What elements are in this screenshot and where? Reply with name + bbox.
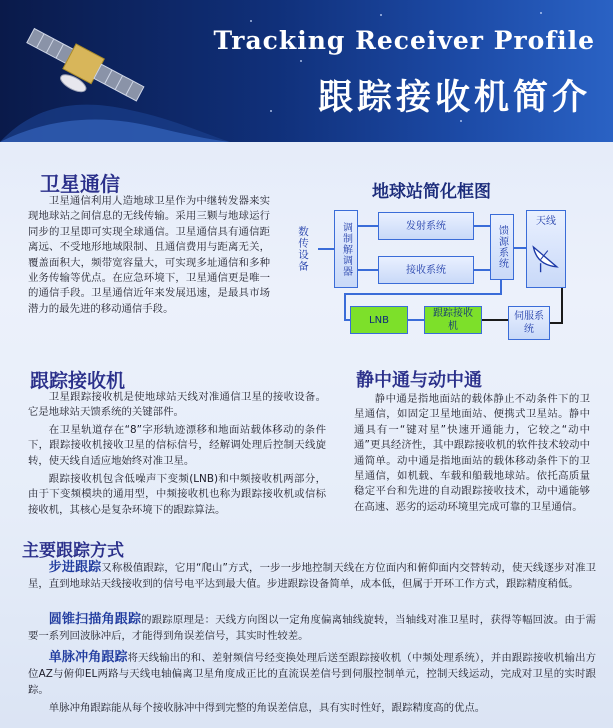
diagram-box-modem: 调制解调器 <box>334 210 358 288</box>
method-cone-name: 圆锥扫描角跟踪 <box>48 612 142 627</box>
tracking-receiver-p2: 在卫星轨道存在“8”字形轨迹漂移和地面站载体移动的条件下，跟踪接收机接收卫星的信标信号，经解调处理后控制天线旋转，使天线自适应地始终对准卫星。 <box>28 424 326 467</box>
method-monopulse-note: 单脉冲角跟踪能从每个接收脉冲中得到完整的角误差信息，具有实时性好，跟踪精度高的优点。 <box>48 702 486 714</box>
diagram-box-lnb: LNB <box>350 306 408 334</box>
diagram-box-tracker: 跟踪接收机 <box>424 306 482 334</box>
method-step <box>28 560 596 592</box>
method-step-name: 步进跟踪 <box>48 560 102 575</box>
diagram-title: 地球站简化框图 <box>372 182 491 202</box>
satellite-illustration <box>0 0 230 142</box>
static-mobile-body: 静中通是指地面站的载体静止不动条件下的卫星通信，如固定卫星地面站、便携式卫星站。静中通具有一“键对星”快速开通能力，它较之“动中通”更具经济性，其中跟踪接收机的软件技术较动中通简单。动中通是指地面站的载体移动条件下的卫星通信，如机载、车载和船载地球站。依托高质量稳定平台和先进的自动跟踪接收技术，动中通能够在高速、恶劣的运动环境里完成可靠的卫星通信。 <box>354 393 590 513</box>
diagram-box-feed: 馈源系统 <box>490 214 514 280</box>
method-step-body: 又称极值跟踪，它用“爬山”方式，一步一步地控制天线在方位面内和俯仰面内交替转动，使天线逐步对准卫星，直到地球站天线接收到的信号电平达到最大值。步进跟踪设备简单，成本低，但属于开环工作方式，跟踪精度稍低。 <box>28 562 596 590</box>
section-title-tracking-receiver: 跟踪接收机 <box>30 370 126 392</box>
diagram-box-servo: 伺服系统 <box>508 306 550 340</box>
diagram-box-receiver: 接收系统 <box>378 256 474 284</box>
diagram-label-digital-io: 数传设备 <box>297 226 309 272</box>
section-title-satcom: 卫星通信 <box>40 172 120 196</box>
method-monopulse-name: 单脉冲角跟踪 <box>48 650 128 665</box>
title-english: Tracking Receiver Profile <box>213 26 595 55</box>
diagram-label-antenna: 天线 <box>536 216 556 227</box>
method-cone-body: 的跟踪原理是：天线方向图以一定角度偏离轴线旋转，当轴线对准卫星时，获得等幅回波。由于需要一系列回波脉冲后，才能得到角误差信号，其实时性较差。 <box>28 614 596 642</box>
dish-icon <box>528 238 564 274</box>
method-monopulse-body: 将天线输出的和、差射频信号经变换处理后送至跟踪接收机（中频处理系统），并由跟踪接收机输出方位AZ与俯仰EL两路与天线电轴偏离卫星角度成正比的直流误差信号到伺服控制单元，控制天线运动，完成对卫星的实时跟踪。 <box>28 652 596 696</box>
section-title-methods: 主要跟踪方式 <box>22 541 124 561</box>
method-cone <box>28 612 596 644</box>
title-chinese: 跟踪接收机简介 <box>317 78 591 118</box>
satcom-body: 卫星通信利用人造地球卫星作为中继转发器来实现地球站之间信息的无线传输。采用三颗与地球运行同步的卫星即可实现全球通信。卫星通信具有通信距离远、不受地形地域限制、且通信费用与距离无关，覆盖面积大，频带宽容量大，可实现多址通信和多种业务传输等优点。在应急环境下，卫星通信更是唯一的通信手段。卫星通信近年来发展迅速，是最具市场潜力的最先进的移动通信手段。 <box>28 195 270 315</box>
tracking-receiver-p1: 卫星跟踪接收机是使地球站天线对准通信卫星的接收设备。它是地球站天馈系统的关键部件。 <box>28 391 326 419</box>
header-banner <box>0 0 613 142</box>
section-title-static-mobile: 静中通与动中通 <box>356 370 482 391</box>
diagram-box-transmitter: 发射系统 <box>378 212 474 240</box>
method-monopulse <box>28 650 596 698</box>
tracking-receiver-p3: 跟踪接收机包含低噪声下变频(LNB)和中频接收机两部分，由于下变频模块的通用型，中频接收机也称为跟踪接收机或信标接收机，其核心是复杂环境下的跟踪算法。 <box>28 473 326 516</box>
